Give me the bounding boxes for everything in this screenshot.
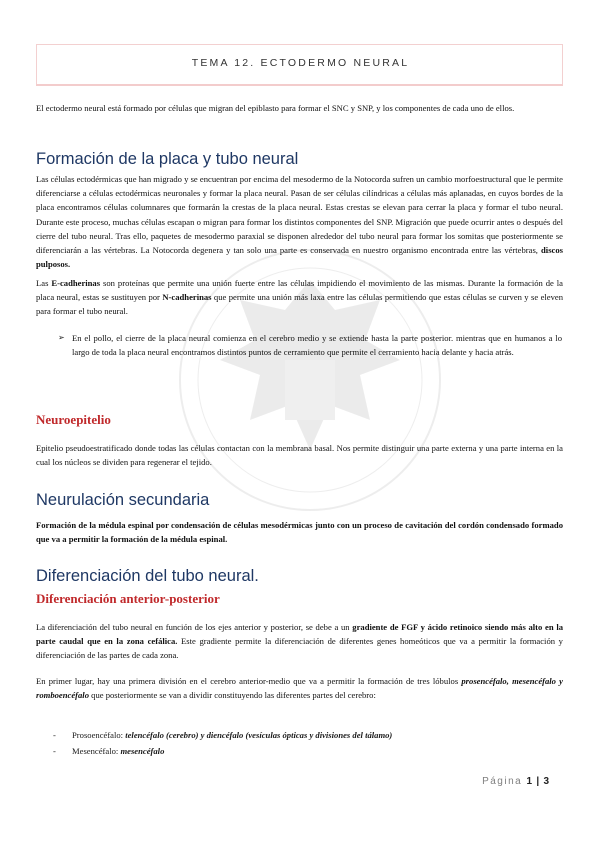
- gradiente-paragraph: [36, 620, 563, 663]
- e-cadherinas-term: E-cadherinas: [51, 278, 101, 288]
- n-cadherinas-term: N-cadherinas: [162, 292, 212, 303]
- page-footer: [482, 776, 549, 787]
- section-heading-placa-tubo: Formación de la placa y tubo neural: [36, 150, 299, 168]
- lobulos-paragraph: [36, 674, 563, 702]
- list-item-value: telencéfalo (cerebro) y diencéfalo (vesículas ópticas y divisiones del tálamo): [125, 730, 393, 740]
- section-heading-diferenciacion: Diferenciación del tubo neural.: [36, 567, 259, 585]
- page-total: 3: [543, 776, 549, 787]
- lobulos-terms: prosencéfalo, mesencéfalo y romboencéfalo: [36, 676, 563, 701]
- subheading-anterior-posterior: Diferenciación anterior-posterior: [36, 591, 220, 606]
- gradiente-text-c: Este gradiente permite la diferenciación de diferentes genes homeóticos que va a permitir la formación y diferenciación de las partes de cada zona.: [36, 636, 563, 661]
- neuroepitelio-paragraph: Epitelio pseudoestratificado donde todas las células contactan con la membrana basal. Nos permite distinguir una parte externa y una parte interna en la cual los núcleos se dividen para regenerar el tejido.: [36, 443, 563, 468]
- list-dash: -: [53, 746, 56, 756]
- cadherinas-text-d: que permite una unión más laxa entre las células permitiendo que estas células se curven y se eleven para formar el tubo neural.: [36, 292, 563, 317]
- subheading-neuroepitelio: Neuroepitelio: [36, 412, 111, 427]
- page-separator: |: [536, 776, 540, 787]
- placa-tubo-text: Las células ectodérmicas que han migrado y se encuentran por encima del mesodermo de la Notocorda sufren un cambio morfoestructural que le permite diferenciarse a células ectodérmicas neuronales y formar la placa neural. Pasan de ser células cilíndricas a células más aplanadas, en cuyos bordes de la placa encontramos células columnares que formarán la crestas de la placa neural. Estas crestas se elevan para cerrar la placa y formar el tubo neural. Durante este proceso, muchas células escapan o migran para formar los distintos componentes del SNP. Migración que puede ocurrir antes o después del cierre del tubo neural. Tras ello, paquetes de mesodermo paraxial se disponen alrededor del tubo neural para formar los somitas que posteriormente se diferenciarán a las vértebras. La Notocorda degenera y tan solo una parte es conservada en nuestro organismo encontrada entre las vértebras,: [36, 174, 563, 256]
- cadherinas-paragraph: [36, 276, 563, 319]
- arrow-bullet-icon: ➢: [58, 333, 65, 342]
- gradiente-text-a: La diferenciación del tubo neural en función de los ejes anterior y posterior, se debe a un: [36, 622, 350, 632]
- list-item-prosoencefalo: [72, 730, 392, 740]
- list-item-label: Mesencéfalo:: [72, 746, 119, 756]
- lobulos-text-a: En primer lugar, hay una primera división en el cerebro anterior-medio que va a permitir la formación de tres lóbulos: [36, 676, 459, 686]
- intro-paragraph: El ectodermo neural está formado por células que migran del epiblasto para formar el SNC y SNP, y los componentes de cada uno de ellos.: [36, 103, 515, 113]
- gradiente-fgf-term: gradiente de FGF y ácido retinoico siendo más alto en la parte caudal que en la zona cefálica.: [36, 622, 564, 647]
- header-box: [36, 44, 563, 85]
- lobulos-text-c: que posteriormente se van a dividir constituyendo las diferentes partes del cerebro:: [91, 690, 376, 701]
- placa-tubo-paragraph: [36, 172, 563, 271]
- discos-pulposos-term: discos pulposos.: [36, 245, 563, 270]
- cadherinas-text-c: son proteínas que permite una unión fuerte entre las células impidiendo el movimiento de las mismas. Durante la formación de la placa neural, estas se sustituyen por: [36, 278, 564, 303]
- section-heading-neurulacion: Neurulación secundaria: [36, 491, 210, 509]
- neurulacion-paragraph: Formación de la médula espinal por condensación de células mesodérmicas junto con un proceso de cavitación del cordón condensado formado que va a permitir la formación de la médula espinal.: [36, 520, 563, 545]
- document-title: TEMA 12. ECTODERMO NEURAL: [191, 57, 410, 69]
- list-dash: -: [53, 730, 56, 740]
- page-word: Página: [482, 776, 523, 787]
- list-item-mesencefalo: [72, 746, 164, 756]
- list-item-label: Prosoencéfalo:: [72, 730, 124, 740]
- page-number: 1: [526, 776, 533, 787]
- header-divider: [36, 84, 563, 86]
- cadherinas-text-a: Las: [36, 278, 49, 288]
- bullet-pollo-text: En el pollo, el cierre de la placa neural comienza en el cerebro medio y se extiende hasta la parte posterior. mientras que en humanos a lo largo de toda la placa neural encontramos distintos puntos de cerramiento que permite el cerramiento hacia delante y hacia atrás.: [72, 333, 562, 358]
- list-item-value: mesencéfalo: [120, 746, 165, 756]
